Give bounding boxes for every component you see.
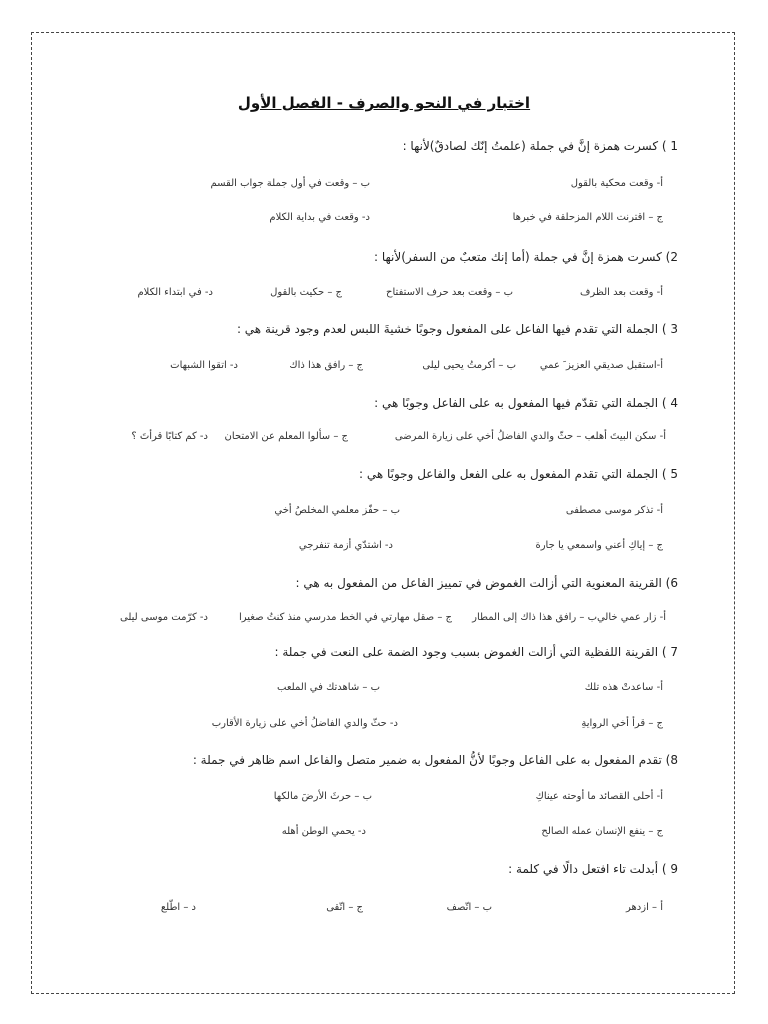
- exam-title: اختبار في النحو والصرف - الفصل الأول: [237, 94, 531, 112]
- q9-option-b: ب – اتّصف: [446, 902, 492, 913]
- question-3: 3 ) الجملة التي تقدم فيها الفاعل على المفعول وجوبًا خشيةَ اللبس لعدم وجود قرينة هي :: [236, 322, 678, 336]
- q4-option-a: أ- سكن البيتَ أهله: [590, 431, 666, 442]
- q3-option-d: د- اتقوا الشبهات: [170, 360, 238, 371]
- q6-option-c: ج – صقل مهارتي في الخط مدرسي منذ كنتُ صغيرا: [238, 612, 452, 623]
- question-8: 8) تقدم المفعول به على الفاعل وجوبًا لأنُّ المفعول به ضمير متصل والفاعل اسم ظاهر في جملة :: [192, 753, 678, 767]
- q2-option-b: ب – وقعت بعد حرف الاستفتاح: [386, 287, 513, 298]
- q2-option-a: أ- وقعت بعد الظرف: [580, 287, 663, 298]
- question-7: 7 ) القرينة اللفظية التي أزالت الغموض بسبب وجود الضمة على النعت في جملة :: [274, 645, 678, 659]
- q6-option-d: د- كرّمت موسى ليلى: [120, 612, 208, 623]
- q8-option-b: ب – حرثَ الأرضَ مالكها: [273, 791, 372, 802]
- question-9: 9 ) أبدلت تاء افتعل دالًا في كلمة :: [508, 862, 678, 876]
- q9-option-d: د – اطّلع: [160, 902, 196, 913]
- q9-option-c: ج – اتّقى: [326, 902, 363, 913]
- q6-option-a: أ- زار عمي خالي: [596, 612, 666, 623]
- question-4: 4 ) الجملة التي تقدّم فيها المفعول به على الفاعل وجوبًا هي :: [374, 396, 678, 410]
- q8-option-c: ج – ينفع الإنسان عمله الصالح: [541, 826, 663, 837]
- question-6: 6) القرينة المعنوية التي أزالت الغموض في تمييز الفاعل من المفعول به هي :: [295, 576, 678, 590]
- q4-option-b: ب – حثّ والدي الفاضلُ أخي على زيارة المرضى: [394, 431, 594, 442]
- q1-option-b: ب – وقعت في أول جملة جواب القسم: [210, 178, 370, 189]
- q4-option-d: د- كم كتابًا قرأتَ ؟: [131, 431, 208, 442]
- q2-option-c: ج – حكيت بالقول: [270, 287, 342, 298]
- q1-option-c: ج – اقترنت اللام المزحلقة في خبرها: [512, 212, 663, 223]
- q8-option-a: أ- أحلى القصائد ما أوحته عيناكِ: [535, 791, 663, 802]
- q7-option-c: ج – قرأ أخي الروايةِ: [581, 718, 663, 729]
- question-2: 2) كسرت همزة إنَّ في جملة (أما إنك متعبٌ من السفر)لأنها :: [374, 250, 678, 264]
- q2-option-d: د- في ابتداء الكلام: [137, 287, 213, 298]
- q7-option-a: أ- ساعدتْ هذه تلك: [584, 682, 663, 693]
- q1-option-a: أ- وقعت محكية بالقول: [570, 178, 663, 189]
- q3-option-a: أ-استقبل صديقي العزيز َ عمي: [539, 360, 663, 371]
- q9-option-a: أ – ازدهر: [626, 902, 663, 913]
- question-1: 1 ) كسرت همزة إنَّ في جملة (علمتُ إنّك لصادقٌ)لأنها :: [402, 139, 678, 153]
- q1-option-d: د- وقعت في بداية الكلام: [269, 212, 370, 223]
- q7-option-d: د- حثّ والدي الفاضلُ أخي على زيارة الأقارب: [211, 718, 398, 729]
- q3-option-c: ج – رافق هذا ذاك: [289, 360, 363, 371]
- q5-option-d: د- اشتدّي أزمة تنفرجي: [298, 540, 393, 551]
- q3-option-b: ب – أكرمتُ يحيى ليلى: [422, 360, 516, 371]
- q5-option-b: ب – حفّز معلمي المخلصُ أخي: [274, 505, 400, 516]
- q5-option-a: أ- تذكر موسى مصطفى: [565, 505, 663, 516]
- q7-option-b: ب – شاهدتك في الملعب: [277, 682, 380, 693]
- question-5: 5 ) الجملة التي تقدم المفعول به على الفعل والفاعل وجوبًا هي :: [358, 467, 678, 481]
- q6-option-b: ب – رافق هذا ذاك إلى المطار: [472, 612, 597, 623]
- q8-option-d: د- يحمي الوطن أهله: [281, 826, 366, 837]
- q4-option-c: ج – سألوا المعلم عن الامتحان: [224, 431, 348, 442]
- q5-option-c: ج – إياكِ أعني واسمعي يا جارة: [535, 540, 663, 551]
